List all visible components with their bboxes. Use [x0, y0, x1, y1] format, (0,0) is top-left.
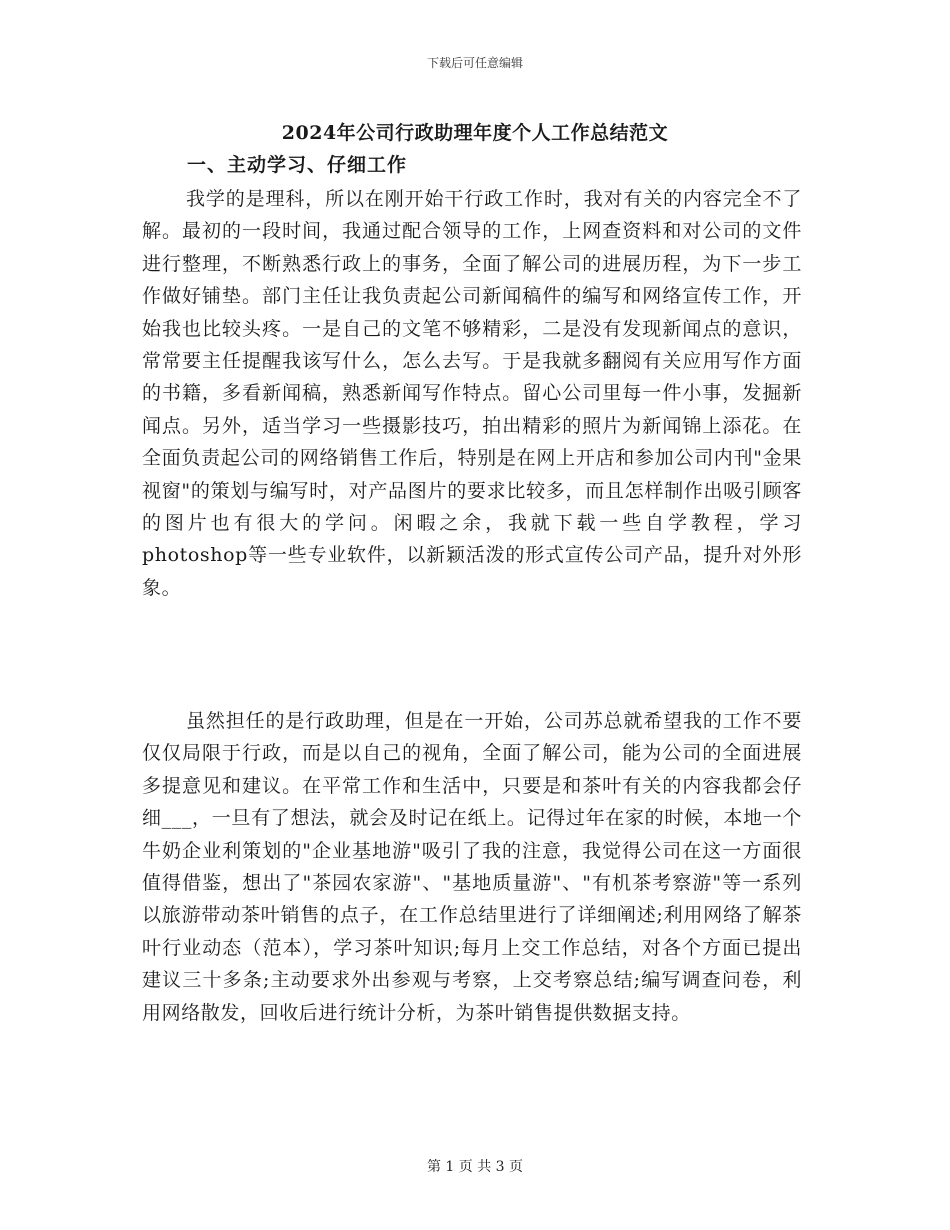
document-title: 2024年公司行政助理年度个人工作总结范文	[281, 122, 669, 144]
section-heading: 一、主动学习、仔细工作	[187, 154, 408, 176]
page-header-note: 下载后可任意编辑	[426, 56, 523, 70]
body-paragraph-2: 虽然担任的是行政助理，但是在一开始，公司苏总就希望我的工作不要仅仅局限于行政，而是以自己的视角，全面了解公司，能为公司的全面进展多提意见和建议。在平常工作和生活中，只要是和茶叶有关的内容我都会仔细___，一旦有了想法，就会及时记在纸上。记得过年在家的时候，本地一个牛奶企业利策划的"企业基地游"吸引了我的注意，我觉得公司在这一方面很值得借鉴，想出了"茶园农家游"、"基地质量游"、"有机茶考察游"等一系列以旅游带动茶叶销售的点子，在工作总结里进行了详细阐述;利用网络了解茶叶行业动态（范本），学习茶叶知识;每月上交工作总结，对各个方面已提出建议三十多条;主动要求外出参观与考察，上交考察总结;编写调查问卷，利用网络散发，回收后进行统计分析，为茶叶销售提供数据支持。	[142, 710, 802, 1024]
body-paragraph-1: 我学的是理科，所以在刚开始干行政工作时，我对有关的内容完全不了解。最初的一段时间，我通过配合领导的工作，上网查资料和对公司的文件进行整理，不断熟悉行政上的事务，全面了解公司的进展历程，为下一步工作做好铺垫。部门主任让我负责起公司新闻稿件的编写和网络宣传工作，开始我也比较头疼。一是自己的文笔不够精彩，二是没有发现新闻点的意识，常常要主任提醒我该写什么，怎么去写。于是我就多翻阅有关应用写作方面的书籍，多看新闻稿，熟悉新闻写作特点。留心公司里每一件小事，发掘新闻点。另外，适当学习一些摄影技巧，拍出精彩的照片为新闻锦上添花。在全面负责起公司的网络销售工作后，特别是在网上开店和参加公司内刊"金果视窗"的策划与编写时，对产品图片的要求比较多，而且怎样制作出吸引顾客的图片也有很大的学问。闲暇之余，我就下载一些自学教程，学习photoshop等一些专业软件，以新颖活泼的形式宣传公司产品，提升对外形象。	[142, 188, 802, 599]
page-footer-number: 第 1 页 共 3 页	[426, 1159, 524, 1175]
